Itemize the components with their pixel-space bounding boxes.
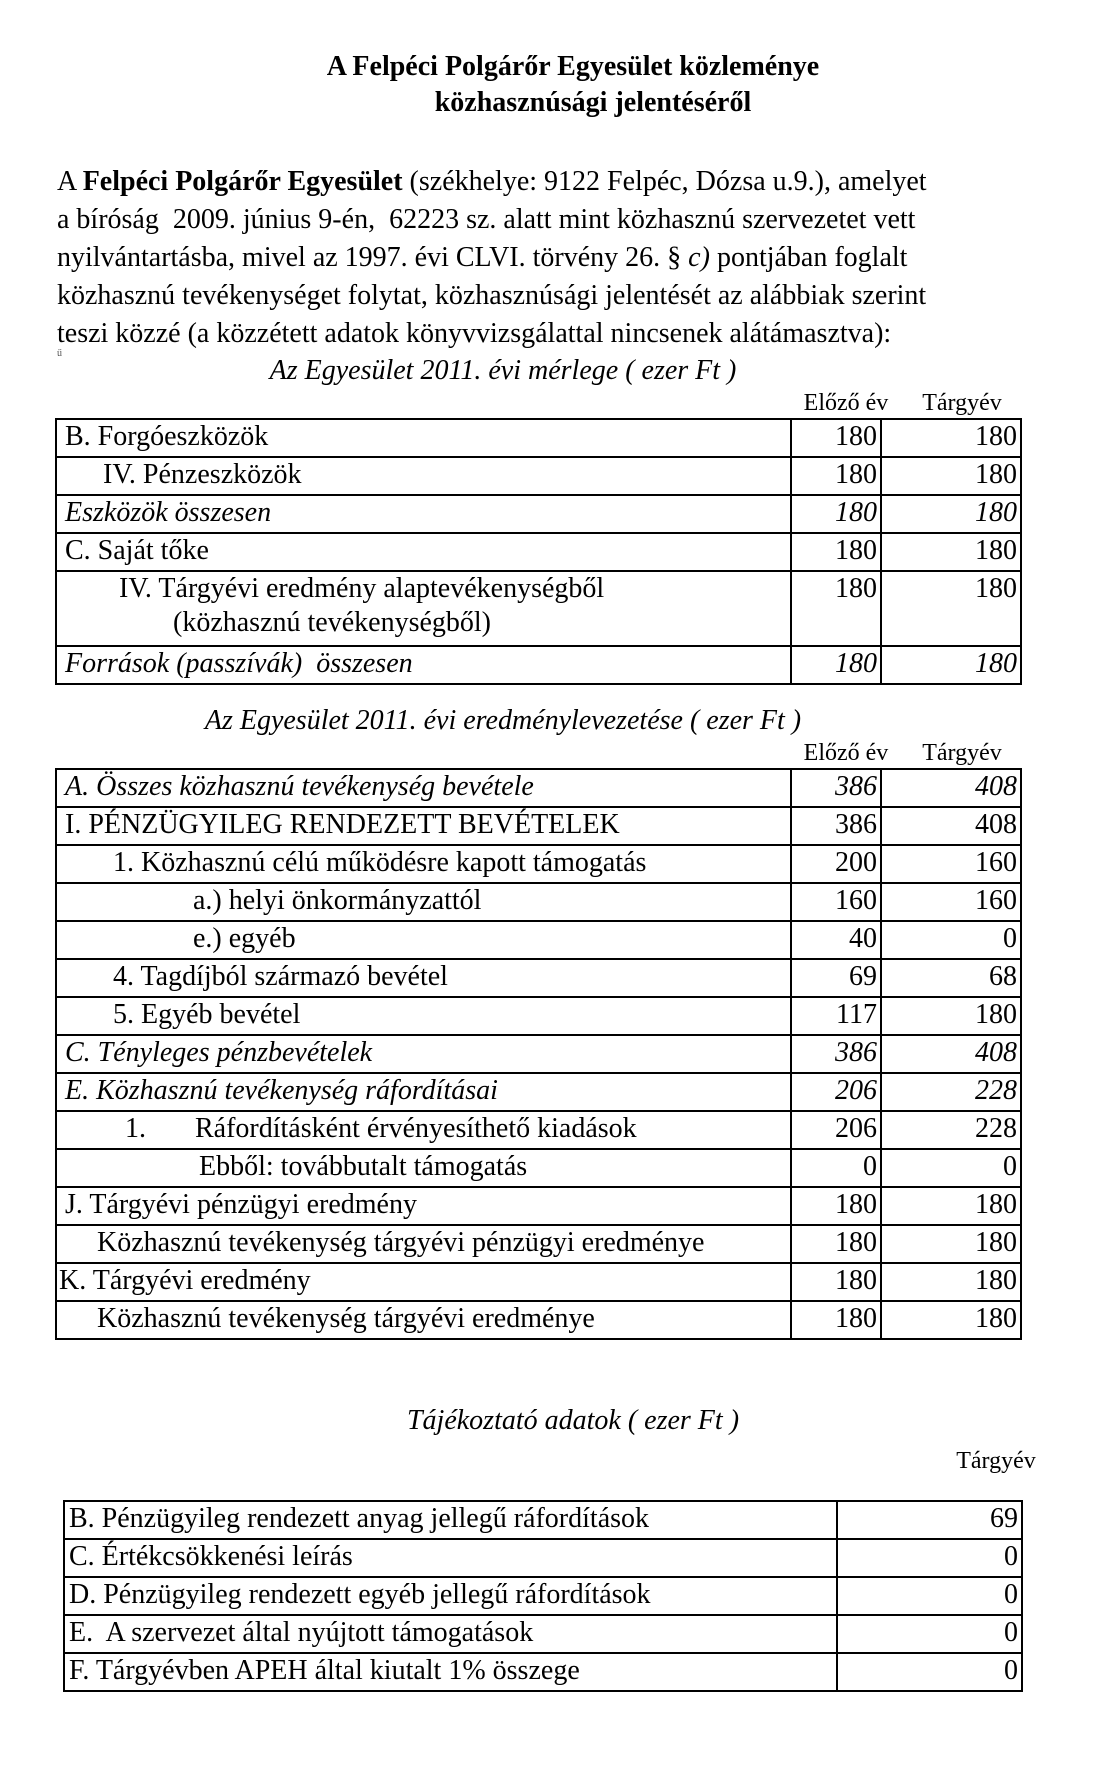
income-table	[55, 768, 1022, 1340]
intro-paragraph	[57, 163, 1067, 353]
balance-col-curr: Tárgyév	[922, 390, 1002, 416]
info-table	[63, 1500, 1023, 1692]
table-row: C. Tényleges pénzbevételek 386 408	[56, 1035, 1021, 1073]
income-caption: Az Egyesület 2011. évi eredménylevezetése ( ezer Ft )	[204, 705, 802, 736]
table-row: J. Tárgyévi pénzügyi eredmény 180 180	[56, 1187, 1021, 1225]
info-col-curr: Tárgyév	[956, 1448, 1036, 1474]
balance-caption: Az Egyesület 2011. évi mérlege ( ezer Ft )	[269, 355, 737, 386]
table-row: a.) helyi önkormányzattól 160 160	[56, 883, 1021, 921]
table-row: Ebből: továbbutalt támogatás 0 0	[56, 1149, 1021, 1187]
intro-line-3: nyilvántartásba, mivel az 1997. évi CLVI. törvény 26. § c) pontjában foglalt	[57, 242, 908, 273]
document-title: A Felpéci Polgárőr Egyesület közleménye	[326, 51, 820, 82]
table-row: F. Tárgyévben APEH által kiutalt 1% összege 0	[64, 1653, 1022, 1691]
table-row: Közhasznú tevékenység tárgyévi eredménye 180 180	[56, 1301, 1021, 1339]
table-row: B. Forgóeszközök 180 180	[56, 419, 1021, 457]
table-row: C. Értékcsökkenési leírás 0	[64, 1539, 1022, 1577]
balance-col-prev: Előző év	[803, 390, 889, 416]
organization-name: Felpéci Polgárőr Egyesület	[82, 166, 403, 197]
table-row: I. PÉNZÜGYILEG RENDEZETT BEVÉTELEK 386 408	[56, 807, 1021, 845]
table-row: e.) egyéb 40 0	[56, 921, 1021, 959]
balance-table	[55, 418, 1022, 685]
table-row: E. A szervezet által nyújtott támogatások 0	[64, 1615, 1022, 1653]
table-row: Eszközök összesen 180 180	[56, 495, 1021, 533]
intro-line-2: a bíróság 2009. június 9-én, 62223 sz. alatt mint közhasznú szervezetet vett	[57, 204, 916, 235]
table-row: 5. Egyéb bevétel 117 180	[56, 997, 1021, 1035]
table-row: C. Saját tőke 180 180	[56, 533, 1021, 571]
table-row: IV. Pénzeszközök 180 180	[56, 457, 1021, 495]
intro-line-5: teszi közzé (a közzétett adatok könyvvizsgálattal nincsenek alátámasztva):	[57, 318, 892, 349]
table-row: K. Tárgyévi eredmény 180 180	[56, 1263, 1021, 1301]
stray-mark: ű	[57, 348, 62, 359]
table-row: D. Pénzügyileg rendezett egyéb jellegű ráfordítások 0	[64, 1577, 1022, 1615]
income-col-prev: Előző év	[803, 740, 889, 766]
info-caption: Tájékoztató adatok ( ezer Ft )	[406, 1405, 740, 1436]
table-row: 1. Közhasznú célú működésre kapott támogatás 200 160	[56, 845, 1021, 883]
table-row: 1. Ráfordításként érvényesíthető kiadások 206 228	[56, 1111, 1021, 1149]
document-subtitle: közhasznúsági jelentéséről	[434, 87, 752, 118]
table-row: A. Összes közhasznú tevékenység bevétele 386 408	[56, 769, 1021, 807]
table-row: 4. Tagdíjból származó bevétel 69 68	[56, 959, 1021, 997]
income-col-curr: Tárgyév	[922, 740, 1002, 766]
table-row: Közhasznú tevékenység tárgyévi pénzügyi eredménye 180 180	[56, 1225, 1021, 1263]
intro-line-4: közhasznú tevékenységet folytat, közhasznúsági jelentését az alábbiak szerint	[57, 280, 927, 311]
table-row: E. Közhasznú tevékenység ráfordításai 206 228	[56, 1073, 1021, 1111]
table-row: Források (passzívák) összesen 180 180	[56, 646, 1021, 684]
intro-line-1: A Felpéci Polgárőr Egyesület (székhelye: 9122 Felpéc, Dózsa u.9.), amelyet	[57, 166, 927, 197]
table-row: IV. Tárgyévi eredmény alaptevékenységből (közhasznú tevékenységből) 180 180	[56, 571, 1021, 646]
table-row: B. Pénzügyileg rendezett anyag jellegű ráfordítások 69	[64, 1501, 1022, 1539]
